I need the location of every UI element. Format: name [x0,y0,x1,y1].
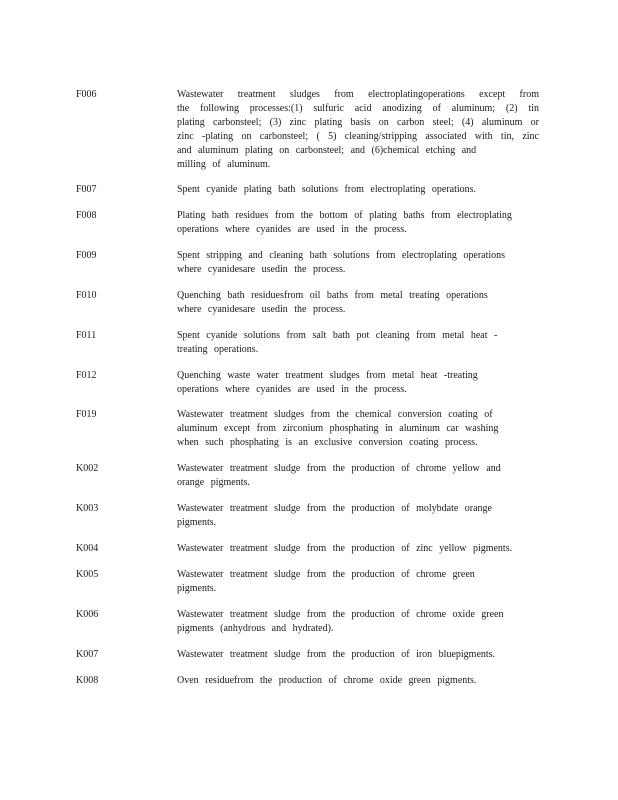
description-line: where cyanidesare usedin the process. [177,304,346,315]
description-line: Wastewater treatment sludge from the production of zinc yellow pigments. [177,543,513,554]
waste-description [177,502,539,530]
description-line: zinc -plating on carbonsteel; ( 5) cleaning/stripping associated with tin, zinc [177,131,539,142]
description-line: Wastewater treatment sludge from the production of chrome oxide green [177,609,504,620]
description-line: treating operations. [177,344,259,355]
description-line: orange pigments. [177,477,250,488]
waste-description [177,542,539,556]
waste-code: K008 [76,675,99,686]
waste-code: F008 [76,210,97,221]
waste-description [177,209,539,237]
waste-description [177,568,539,596]
waste-code: K004 [76,543,99,554]
description-line: operations where cyanides are used in the process. [177,384,407,395]
waste-code: K003 [76,503,99,514]
description-line: where cyanidesare usedin the process. [177,264,346,275]
waste-code: F009 [76,250,97,261]
description-line: Oven residuefrom the production of chrome oxide green pigments. [177,675,477,686]
waste-description [177,249,539,277]
description-line: pigments (anhydrous and hydrated). [177,623,334,634]
waste-description [177,369,539,397]
description-line: Spent cyanide solutions from salt bath pot cleaning from metal heat - [177,330,498,341]
description-line: Wastewater treatment sludge from the production of chrome green [177,569,475,580]
waste-code: K006 [76,609,99,620]
waste-code: F019 [76,409,97,420]
waste-description [177,88,539,172]
description-line: plating carbonsteel; (3) zinc plating basis on carbon steel; (4) aluminum or [177,117,539,128]
description-line: Wastewater treatment sludge from the production of chrome yellow and [177,463,501,474]
waste-code: F011 [76,330,97,341]
waste-code: K002 [76,463,99,474]
waste-description [177,462,539,490]
description-line: aluminum except from zirconium phosphating in aluminum car washing [177,423,499,434]
description-line: and aluminum plating on carbonsteel; and (6)chemical etching and [177,145,477,156]
description-line: Wastewater treatment sludges from the chemical conversion coating of [177,409,493,420]
waste-description [177,408,539,450]
description-line: Wastewater treatment sludges from electroplatingoperations except from [177,89,539,100]
description-line: milling of aluminum. [177,159,271,170]
description-line: Spent cyanide plating bath solutions from electroplating operations. [177,184,477,195]
waste-description [177,183,539,197]
waste-description [177,608,539,636]
waste-description [177,674,539,688]
waste-code: K007 [76,649,99,660]
waste-code: F007 [76,184,97,195]
waste-code: F006 [76,89,97,100]
description-line: Wastewater treatment sludge from the production of molybdate orange [177,503,492,514]
waste-description [177,648,539,662]
description-line: Quenching waste water treatment sludges from metal heat -treating [177,370,478,381]
description-line: Wastewater treatment sludge from the production of iron bluepigments. [177,649,496,660]
description-line: Spent stripping and cleaning bath solutions from electroplating operations [177,250,506,261]
description-line: Plating bath residues from the bottom of plating baths from electroplating [177,210,512,221]
waste-description [177,329,539,357]
waste-code: F010 [76,290,97,301]
description-line: the following processes:(1) sulfuric acid anodizing of aluminum; (2) tin [177,103,539,114]
description-line: pigments. [177,583,217,594]
waste-description [177,289,539,317]
description-line: Quenching bath residuesfrom oil baths from metal treating operations [177,290,488,301]
description-line: pigments. [177,517,217,528]
waste-code: K005 [76,569,99,580]
description-line: operations where cyanides are used in the process. [177,224,407,235]
description-line: when such phosphating is an exclusive conversion coating process. [177,437,478,448]
waste-code: F012 [76,370,97,381]
